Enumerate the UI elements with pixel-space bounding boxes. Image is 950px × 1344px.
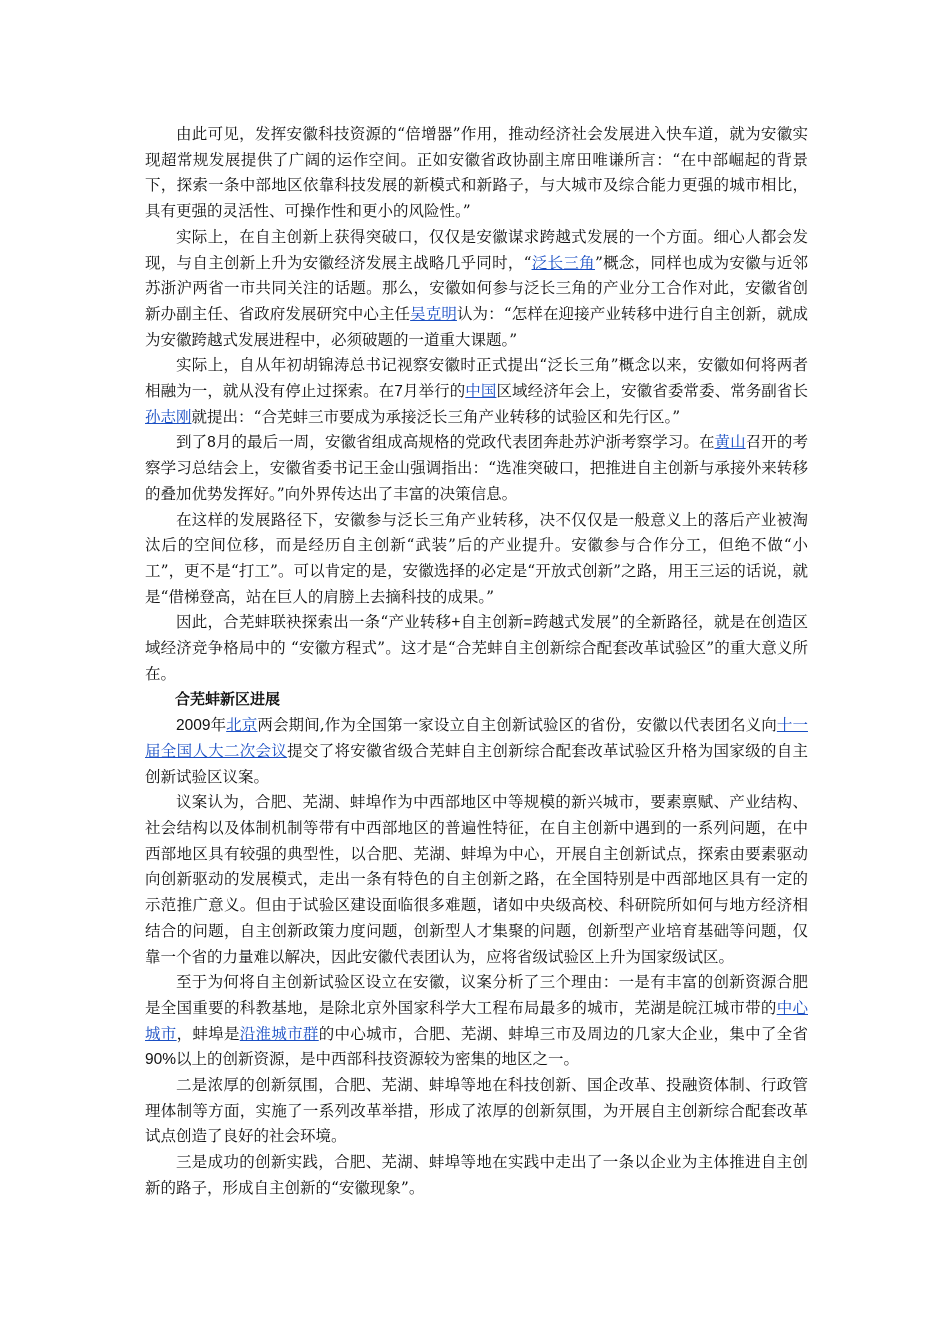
section-heading: 合芜蚌新区进展 xyxy=(175,690,281,709)
paragraph-text: 议案认为，合肥、芜湖、蚌埠作为中西部地区中等规模的新兴城市，要素禀赋、产业结构、社会结构以及体制机制等带有中西部地区的普遍性特征，在自主创新中遇到的一系列问题，在中西部地区具有较强的典型性，以合肥、芜湖、蚌埠为中心，开展自主创新试点，探索由要素驱动向创新驱动的发展模式，走出一条有特色的自主创新之路，在全国特别是中西部地区具有一定的示范推广意义。但由于试验区建设面临很多难题，诸如中央级高校、科研院所如何与地方经济相结合的问题，自主创新政策力度问题，创新型人才集聚的问题，创新型产业培育基础等问题，仅靠一个省的力量难以解决，因此安徽代表团认为，应将省级试验区上升为国家级试区。 xyxy=(145,793,808,966)
paragraph-text: 实际上，在自主创新上获得突破口，仅仅是安徽谋求跨越式发展的一个方面。细心人都会发现，与自主创新上升为安徽经济发展主战略几乎同时，“ xyxy=(145,227,808,272)
paragraph-11 xyxy=(145,1150,808,1201)
paragraph-number: 8 xyxy=(207,434,216,452)
paragraph-3 xyxy=(145,353,808,430)
paragraph-number: 7 xyxy=(394,383,403,401)
paragraph-text: ”概念，同样也成为安徽与近邻苏浙沪两省一市共同关注的话题。那么，安徽如何参与泛长三角的产业分工合作对此，安徽省创新办副主任、省政府发展研究中心主任 xyxy=(145,253,808,323)
paragraph-text: 召开的考察学习总结会上，安徽省委书记王金山强调指出：“选准突破口，把推进自主创新与承接外来转移的叠加优势发挥好。”向外界传达出了丰富的决策信息。 xyxy=(145,433,808,503)
paragraph-text: 二是浓厚的创新氛围，合肥、芜湖、蚌埠等地在科技创新、国企改革、投融资体制、行政管理体制等方面，实施了一系列改革举措，形成了浓厚的创新氛围，为开展自主创新综合配套改革试点创造了良好的社会环境。 xyxy=(145,1076,808,1146)
paragraph-5 xyxy=(145,508,808,611)
link-sun-zhigang[interactable]: 孙志刚 xyxy=(145,407,192,426)
link-npc-session[interactable]: 十一届全国人大二次会议 xyxy=(145,716,808,760)
paragraph-text: 提交了将安徽省级合芜蚌自主创新综合配套改革试验区升格为国家级的自主创新试验区议案。 xyxy=(145,741,808,786)
paragraph-8 xyxy=(145,790,808,970)
link-zhongxin-chengshi[interactable]: 中心城市 xyxy=(145,998,808,1043)
paragraph-text: 跨越式发展”的全新路径，就是在创造区域经济竞争格局中的 “安徽方程式”。这才是“合芜蚌自主创新综合配套改革试验区”的重大意义所在。 xyxy=(145,613,808,683)
paragraph-text: ，蚌埠是 xyxy=(176,1024,240,1043)
paragraph-text: 年 xyxy=(210,716,227,735)
link-yanhuai-chengshiqun[interactable]: 沿淮城市群 xyxy=(239,1024,319,1043)
paragraph-text: 实际上，自从年初胡锦涛总书记视察安徽时正式提出“泛长三角”概念以来，安徽如何将两者相融为一，就从没有停止过探索。在 xyxy=(145,356,808,401)
link-fan-changsanjiao[interactable]: 泛长三角 xyxy=(531,253,595,272)
paragraph-text: 区域经济年会上，安徽省委常委、常务副省长 xyxy=(496,382,808,401)
paragraph-number: 90% xyxy=(145,1051,177,1069)
link-wu-keming[interactable]: 吴克明 xyxy=(410,304,457,323)
paragraph-6 xyxy=(145,610,808,687)
paragraph-text: 至于为何将自主创新试验区设立在安徽，议案分析了三个理由：一是有丰富的创新资源合肥是全国重要的科教基地，是除北京外国家科学大工程布局最多的城市，芜湖是皖江城市带的 xyxy=(145,973,808,1017)
paragraph-text: 以上的创新资源，是中西部科技资源较为密集的地区之一。 xyxy=(176,1050,580,1069)
paragraph-symbol: = xyxy=(523,614,533,632)
paragraph-text: 的中心城市，合肥、芜湖、蚌埠三市及周边的几家大企业，集中了全省 xyxy=(318,1024,808,1043)
paragraph-text: 到了 xyxy=(176,433,208,452)
paragraph-text: 月举行的 xyxy=(402,382,466,401)
paragraph-number: 2009 xyxy=(176,717,211,735)
paragraph-4 xyxy=(145,430,808,507)
paragraph-1 xyxy=(145,122,808,225)
paragraph-9 xyxy=(145,970,808,1073)
paragraph-10 xyxy=(145,1073,808,1150)
paragraph-symbol: + xyxy=(451,614,461,632)
link-beijing[interactable]: 北京 xyxy=(226,716,258,735)
paragraph-text: 在这样的发展路径下，安徽参与泛长三角产业转移，决不仅仅是一般意义上的落后产业被淘汰后的空间位移，而是经历自主创新“武装”后的产业提升。安徽参与合作分工，但绝不做“小工”，更不是“打工”。可以肯定的是，安徽选择的必定是“开放式创新”之路，用王三运的话说，就是“借梯登高，站在巨人的肩膀上去摘科技的成果。” xyxy=(145,510,808,606)
paragraph-text: 认为：“怎样在迎接产业转移中进行自主创新，就成为安徽跨越式发展进程中，必须破题的一道重大课题。” xyxy=(145,304,808,349)
paragraph-text: 就提出：“合芜蚌三市要成为承接泛长三角产业转移的试验区和先行区。” xyxy=(191,407,681,426)
paragraph-text: 因此，合芜蚌联袂探索出一条“产业转移 xyxy=(176,613,452,632)
paragraph-7 xyxy=(145,713,808,790)
paragraph-text: 三是成功的创新实践，合肥、芜湖、蚌埠等地在实践中走出了一条以企业为主体推进自主创新的路子，形成自主创新的“安徽现象”。 xyxy=(145,1153,808,1197)
link-zhongguo[interactable]: 中国 xyxy=(465,382,497,401)
paragraph-text: 两会期间,作为全国第一家设立自主创新试验区的省份，安徽以代表团名义向 xyxy=(257,716,777,735)
paragraph-text: 自主创新 xyxy=(460,613,524,632)
paragraph-2 xyxy=(145,225,808,354)
paragraph-text: 月的最后一周，安徽省组成高规格的党政代表团奔赴苏沪浙考察学习。在 xyxy=(215,433,715,452)
document-body xyxy=(145,122,808,1202)
paragraph-text: 由此可见，发挥安徽科技资源的“倍增器”作用，推动经济社会发展进入快车道，就为安徽实现超常规发展提供了广阔的运作空间。正如安徽省政协副主席田唯谦所言：“在中部崛起的背景下，探索一条中部地区依靠科技发展的新模式和新路子，与大城市及综合能力更强的城市相比，具有更强的灵活性、可操作性和更小的风险性。” xyxy=(145,125,808,221)
link-huangshan[interactable]: 黄山 xyxy=(714,433,746,452)
